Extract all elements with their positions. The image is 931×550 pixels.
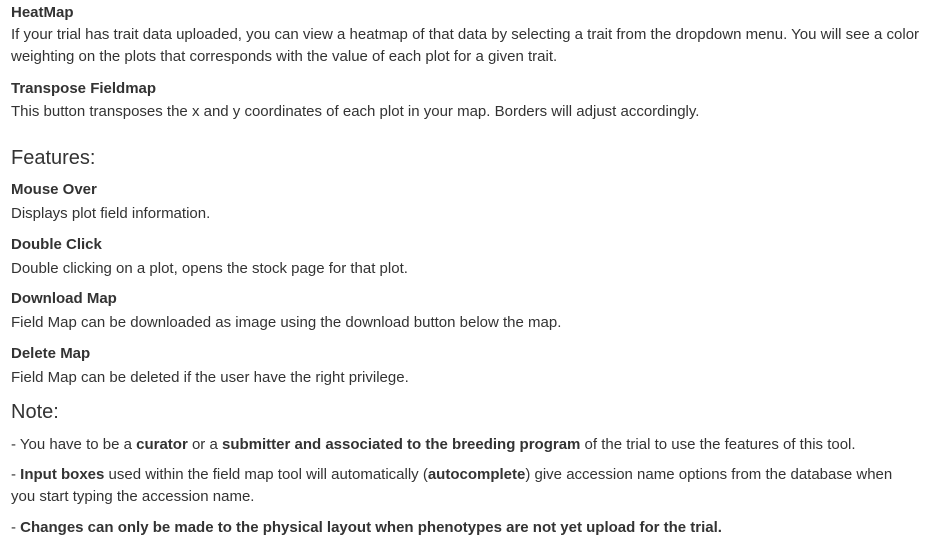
features-heading: Features: xyxy=(11,147,96,169)
transpose-fieldmap-title: Transpose Fieldmap xyxy=(11,80,157,97)
note-curator-requirement xyxy=(11,434,929,456)
note-text: of the trial to use the features of this tool. xyxy=(580,436,856,453)
heatmap-title: HeatMap xyxy=(11,4,74,21)
note-text: - xyxy=(11,466,21,483)
note-emphasis: autocomplete xyxy=(427,466,526,483)
download-map-description: Field Map can be downloaded as image using the download button below the map. xyxy=(11,314,562,331)
note-emphasis: Changes can only be made to the physical layout when phenotypes are not yet upload for the trial. xyxy=(20,519,722,536)
transpose-fieldmap-description: This button transposes the x and y coordinates of each plot in your map. Borders will adjust accordingly. xyxy=(11,103,700,120)
double-click-description: Double clicking on a plot, opens the stock page for that plot. xyxy=(11,260,408,277)
note-text: or a xyxy=(187,436,222,453)
note-text: used within the field map tool will automatically ( xyxy=(104,466,428,483)
mouse-over-title: Mouse Over xyxy=(11,181,97,198)
download-map-title: Download Map xyxy=(11,290,117,307)
note-emphasis: Input boxes xyxy=(20,466,105,483)
delete-map-title: Delete Map xyxy=(11,345,91,362)
note-emphasis: curator xyxy=(136,436,188,453)
note-emphasis: submitter and associated to the breeding program xyxy=(221,436,581,453)
double-click-title: Double Click xyxy=(11,236,102,253)
delete-map-description: Field Map can be deleted if the user have the right privilege. xyxy=(11,369,409,386)
note-text: ) give accession name options from the database when you start typing the accession name. xyxy=(11,466,893,505)
note-text: - xyxy=(11,519,21,536)
note-input-boxes-autocomplete xyxy=(11,464,916,508)
note-text: - You have to be a xyxy=(11,436,137,453)
heatmap-description: If your trial has trait data uploaded, you can view a heatmap of that data by selecting a trait from the dropdown menu. You will see a color weighting on the plots that corresponds with the value of each plot for a given trait. xyxy=(11,26,920,65)
note-heading: Note: xyxy=(11,401,59,423)
note-layout-changes-restriction xyxy=(11,517,929,539)
mouse-over-description: Displays plot field information. xyxy=(11,205,211,222)
